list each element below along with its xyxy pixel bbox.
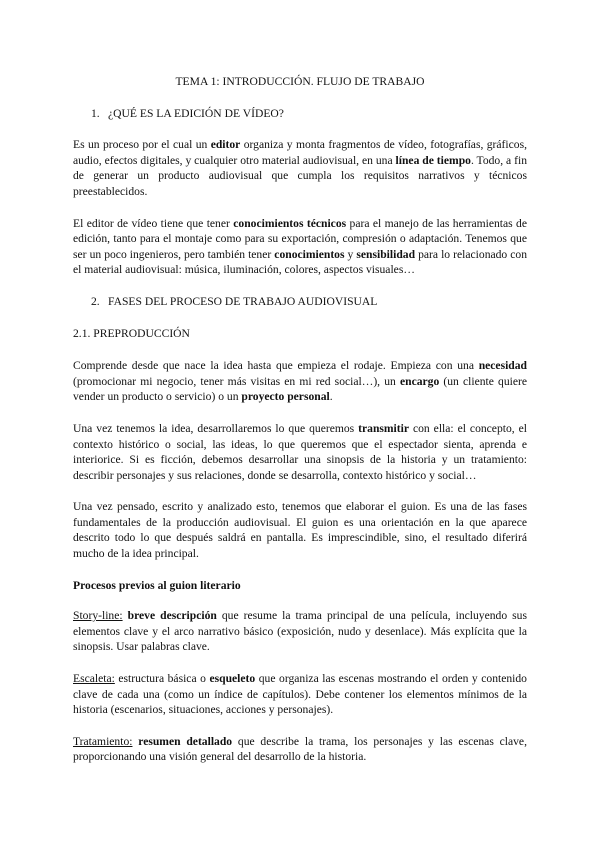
- text: (promocionar mi negocio, tener más visitas en mi red social…), un: [73, 374, 400, 388]
- document-title: TEMA 1: INTRODUCCIÓN. FLUJO DE TRABAJO: [175, 75, 425, 88]
- text: para el manejo de las herramientas de edición, tanto para el montaje como para su exportación, compresión o adaptación. Tenemos que ser un poco ingenieros, pero también tener: [73, 216, 527, 261]
- text: y: [344, 247, 357, 261]
- storyline-label: Story-line:: [73, 609, 123, 623]
- section-1-title: ¿QUÉ ES LA EDICIÓN DE VÍDEO?: [108, 106, 284, 120]
- paragraph-definition: [73, 137, 527, 199]
- section-2-1-heading: 2.1. PREPRODUCCIÓN: [73, 326, 190, 340]
- text: que resume la trama principal de una película, incluyendo sus elementos clave y el arco narrativo básico (exposición, nudo y desenlace). Más explícita que la sinopsis. Usar palabras clave.: [73, 609, 527, 654]
- bold-text: editor: [210, 138, 241, 152]
- text: con ella: el concepto, el contexto histórico o social, las ideas, lo que queremos que el espectador sienta, aprenda e interiorice. Si es ficción, debemos desarrollar una sinopsis de la historia y un tratamiento: describir personajes y sus relaciones, donde se desarrolla, contexto histórico y social…: [73, 421, 527, 482]
- tratamiento-label: Tratamiento:: [73, 734, 133, 748]
- text: organiza y monta fragmentos de vídeo, fotografías, gráficos, audio, efectos digitales, y cualquier otro material audiovisual, en una: [73, 138, 527, 167]
- text: Una vez pensado, escrito y analizado esto, tenemos que elaborar el guion. Es una de las fases fundamentales de la producción audiovisual. El guion es una orientación en la que aparece descrito todo lo que después saldrá en pantalla. Es imprescindible, sino, el resultado diferirá mucho de la idea principal.: [73, 500, 527, 561]
- text: El editor de vídeo tiene que tener: [73, 216, 234, 230]
- text: que describe la trama, los personajes y las escenas clave, proporcionando una visión general del desarrollo de la historia.: [73, 734, 527, 764]
- bold-text: necesidad: [478, 359, 527, 373]
- bold-text: proyecto personal: [241, 390, 330, 404]
- text: Una vez tenemos la idea, desarrollaremos lo que queremos: [73, 421, 359, 435]
- section-2-number: 2.: [91, 294, 100, 308]
- paragraph-editor-skills: [73, 216, 527, 278]
- bold-text: conocimientos técnicos: [233, 216, 347, 230]
- section-1-number: 1.: [91, 106, 100, 120]
- bold-text: esqueleto: [209, 672, 256, 686]
- paragraph-idea-development: [73, 421, 527, 483]
- bold-text: conocimientos: [274, 247, 345, 261]
- section-2-heading: [91, 294, 527, 310]
- section-2-title: FASES DEL PROCESO DE TRABAJO AUDIOVISUAL: [108, 294, 378, 308]
- paragraph-escaleta: [73, 671, 527, 718]
- paragraph-tratamiento: [73, 734, 527, 765]
- text: . Todo, a fin de generar un producto audiovisual que cumpla los requisitos narrativos y técnicos preestablecidos.: [73, 153, 527, 198]
- bold-text: línea de tiempo: [395, 153, 471, 167]
- bold-text: sensibilidad: [356, 247, 416, 261]
- text: Es un proceso por el cual un: [73, 138, 211, 152]
- text: Comprende desde que nace la idea hasta que empieza el rodaje. Empieza con una: [73, 359, 479, 373]
- text: .: [329, 390, 333, 404]
- escaleta-label: Escaleta:: [73, 672, 115, 686]
- section-1-heading: [91, 106, 527, 122]
- bold-text: breve descripción: [127, 609, 217, 623]
- text: que organiza las escenas mostrando el orden y contenido clave de cada una (como un índice de capítulos). Debe contener los elementos mínimos de la historia (escenarios, situaciones, acciones y personajes).: [73, 672, 527, 717]
- text: (un cliente quiere vender un producto o servicio) o un: [73, 374, 527, 404]
- paragraph-storyline: [73, 608, 527, 655]
- text: estructura básica o: [114, 672, 210, 686]
- paragraph-script: [73, 499, 527, 561]
- bold-text: resumen detallado: [138, 734, 233, 748]
- paragraph-preproduction: [73, 358, 527, 405]
- bold-text: encargo: [399, 374, 440, 388]
- subheading-previous-processes: Procesos previos al guion literario: [73, 578, 241, 592]
- text: para lo relacionado con el material audiovisual: música, iluminación, colores, aspectos visuales…: [73, 247, 528, 277]
- bold-text: transmitir: [358, 421, 410, 435]
